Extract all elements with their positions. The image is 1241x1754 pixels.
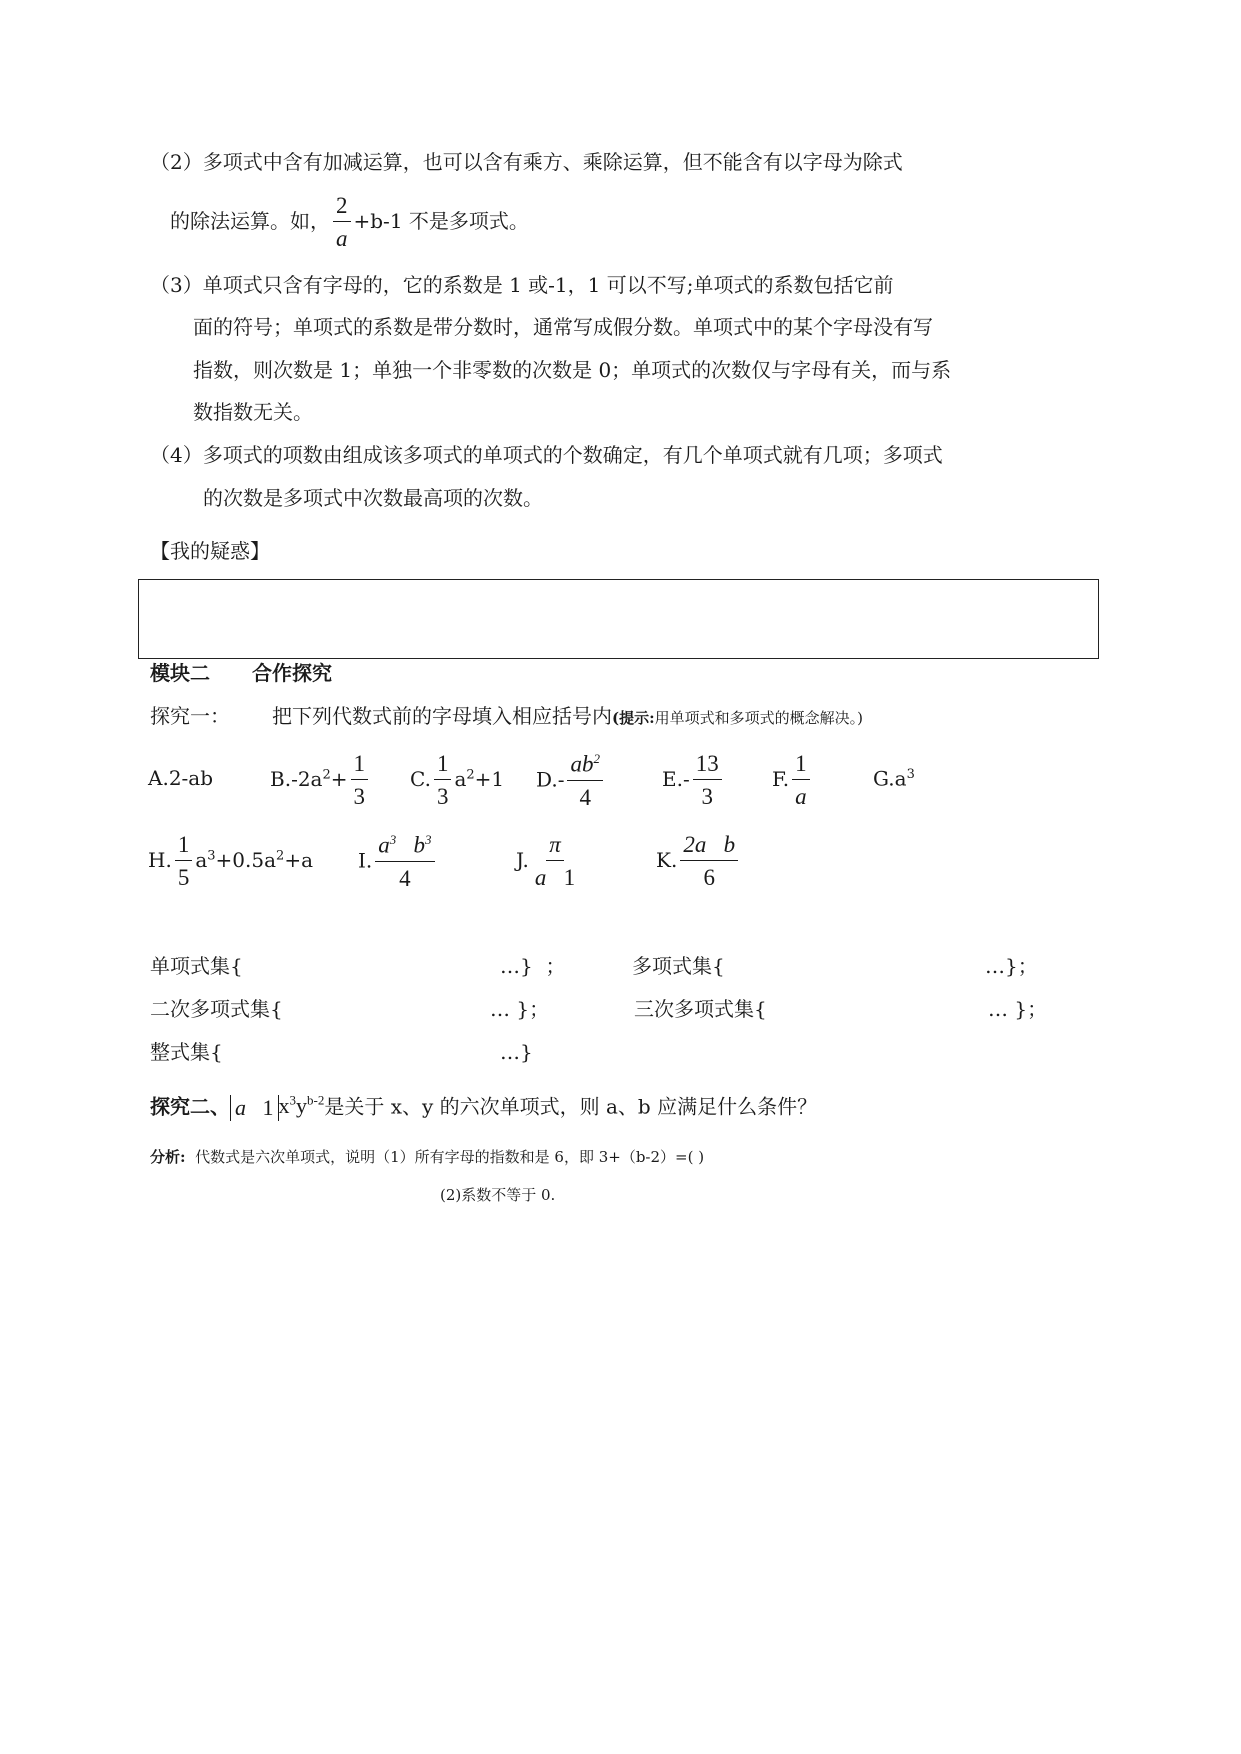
- set-quadratic: 二次多项式集{: [150, 997, 283, 1021]
- para-4-line-1: （4）多项式的项数由组成该多项式的单项式的个数确定，有几个单项式就有几项；多项式: [150, 443, 943, 467]
- item-j-den-a: a: [534, 865, 547, 891]
- item-d-den: 4: [579, 784, 591, 810]
- item-k-num: [680, 833, 738, 861]
- item-h-post: a: [195, 848, 208, 873]
- item-c-num: 1: [434, 752, 452, 780]
- item-d-num-sup: 2: [593, 751, 600, 766]
- explore-1-text: 把下列代数式前的字母填入相应括号内: [272, 704, 612, 728]
- hint-text: 用单项式和多项式的概念解决。): [654, 709, 863, 727]
- item-c-tail: +1: [474, 767, 505, 792]
- fraction-2-over-a: [333, 194, 351, 251]
- explore-2-label: 探究二、: [150, 1094, 230, 1119]
- item-b-pre: -2a: [291, 767, 323, 792]
- item-c: [410, 752, 504, 809]
- item-j-fraction: [532, 833, 578, 890]
- item-j-den: [532, 861, 578, 890]
- item-a: [148, 768, 213, 788]
- item-e: [662, 752, 725, 809]
- var-y-sup: b-2: [307, 1093, 325, 1108]
- module-2-label: 模块二: [150, 661, 210, 685]
- item-i-fraction: [375, 833, 434, 891]
- set-monomial-sep: ；: [545, 954, 566, 978]
- set-monomial: [150, 956, 243, 976]
- item-i-sup-b: 3: [425, 832, 432, 847]
- analysis-text-1: 代数式是六次单项式，说明（1）所有字母的指数和是 6，即 3+（b-2）=( ): [195, 1148, 705, 1166]
- para-2-line-2-pre: 的除法运算。如，: [170, 209, 330, 234]
- item-d-num-base: ab: [570, 751, 594, 777]
- absolute-value-expression: [230, 1095, 279, 1121]
- fraction-numerator: 2: [333, 194, 351, 222]
- item-h-tail2: +a: [284, 848, 313, 873]
- item-k-fraction: [680, 833, 738, 890]
- item-a-label: A.: [148, 766, 169, 790]
- item-i-num-a: a: [378, 832, 390, 858]
- doubt-title: 【我的疑惑】: [150, 539, 270, 563]
- item-h-den: 5: [177, 865, 190, 891]
- set-monomial-end-text: …}: [500, 954, 533, 978]
- set-integral-end: …}: [500, 1040, 533, 1064]
- para-2-line-2-post: +b-1 不是多项式。: [353, 209, 529, 234]
- item-c-den: 3: [436, 784, 449, 810]
- var-x: x: [278, 1093, 290, 1119]
- item-i-den: 4: [399, 865, 411, 891]
- item-d: [536, 752, 606, 810]
- item-k-label: K.: [656, 848, 678, 873]
- hint-label: (提示:: [612, 709, 655, 727]
- analysis-line-2: (2)系数不等于 0.: [440, 1186, 556, 1204]
- analysis-label: 分析:: [150, 1148, 186, 1166]
- abs-b: 1: [262, 1094, 274, 1120]
- item-f-fraction: [792, 752, 810, 809]
- item-g-expr: a: [894, 766, 907, 791]
- var-y: y: [296, 1093, 307, 1119]
- para-2-line-2: [170, 194, 529, 251]
- item-d-sign: -: [557, 767, 565, 792]
- item-e-label: E.: [662, 767, 683, 792]
- item-k-num-a: 2a: [683, 832, 707, 857]
- para-3-line-2: 面的符号；单项式的系数是带分数时，通常写成假分数。单项式中的某个字母没有写: [193, 315, 933, 339]
- para-3-line-4: 数指数无关。: [193, 400, 313, 424]
- item-g-sup: 3: [906, 767, 915, 782]
- item-h: [148, 833, 313, 890]
- set-integral: 整式集{: [150, 1040, 223, 1064]
- item-h-fraction: [175, 833, 193, 890]
- set-monomial-label: 单项式集{: [150, 954, 243, 978]
- set-monomial-end: [500, 956, 565, 976]
- item-h-label: H.: [148, 848, 172, 873]
- item-f-den: a: [795, 784, 807, 810]
- item-j-den-b: 1: [563, 865, 576, 891]
- abs-a: a: [235, 1094, 246, 1120]
- set-cubic-end: … }；: [988, 997, 1048, 1021]
- item-d-fraction: [567, 752, 603, 810]
- item-b-mid: +: [330, 767, 348, 792]
- item-k-den: 6: [703, 865, 715, 891]
- item-g-label: G.: [873, 766, 895, 791]
- item-d-label: D.: [536, 767, 558, 792]
- explore-1-label: 探究一：: [150, 704, 230, 728]
- set-quadratic-end: … }；: [490, 997, 550, 1021]
- item-b: [270, 752, 371, 809]
- item-i-sup-a: 3: [389, 832, 397, 847]
- module-2-heading: [150, 663, 332, 683]
- item-b-num: 1: [351, 752, 369, 780]
- item-j: [516, 833, 581, 890]
- item-e-sign: -: [682, 767, 690, 792]
- var-x-sup: 3: [289, 1093, 296, 1108]
- item-d-num: [567, 752, 603, 781]
- item-c-post: a: [454, 767, 467, 792]
- item-f-num: 1: [792, 752, 810, 780]
- item-c-label: C.: [410, 767, 431, 792]
- item-j-label: J.: [516, 848, 529, 873]
- item-e-fraction: [693, 752, 722, 809]
- fraction-denominator: a: [336, 226, 348, 252]
- para-2-line-1: （2）多项式中含有加减运算，也可以含有乘方、乘除运算，但不能含有以字母为除式: [150, 150, 903, 174]
- para-3-line-1: （3）单项式只含有字母的，它的系数是 1 或-1，1 可以不写;单项式的系数包括它前: [150, 273, 894, 297]
- item-i-label: I.: [358, 848, 373, 873]
- item-b-sup: 2: [322, 767, 331, 783]
- item-i-num-b: b: [413, 832, 426, 858]
- set-polynomial: 多项式集{: [632, 954, 725, 978]
- item-g: [873, 768, 915, 789]
- item-e-den: 3: [701, 784, 713, 810]
- analysis-line-1: [150, 1150, 704, 1165]
- item-b-den: 3: [353, 784, 366, 810]
- item-i-num: [375, 833, 434, 862]
- item-c-sup: 2: [466, 767, 475, 783]
- item-h-sup: 3: [207, 848, 216, 864]
- explore-2-text: 是关于 x、y 的六次单项式，则 a、b 应满足什么条件？: [324, 1094, 818, 1119]
- item-a-expr: 2-ab: [168, 766, 214, 790]
- item-k-num-b: b: [723, 832, 736, 857]
- item-e-num: 13: [693, 752, 722, 780]
- item-h-tail: +0.5a: [215, 848, 277, 873]
- item-b-label: B.: [270, 767, 292, 792]
- item-k: [656, 833, 741, 890]
- item-b-fraction: [351, 752, 369, 809]
- para-3-line-3: 指数，则次数是 1；单独一个非零数的次数是 0；单项式的次数仅与字母有关，而与系: [193, 358, 952, 382]
- set-polynomial-end: …}；: [985, 954, 1038, 978]
- item-j-num: π: [546, 833, 564, 861]
- item-h-sup2: 2: [276, 848, 285, 864]
- module-2-title: 合作探究: [252, 661, 332, 685]
- item-i: [358, 833, 438, 891]
- item-f: [772, 752, 813, 809]
- explore-2-line: [150, 1094, 817, 1121]
- para-4-line-2: 的次数是多项式中次数最高项的次数。: [203, 486, 543, 510]
- item-h-num: 1: [175, 833, 193, 861]
- doubt-answer-box[interactable]: [138, 579, 1099, 659]
- explore-1-line: [150, 706, 863, 726]
- monomial-xy: [279, 1093, 325, 1118]
- item-f-label: F.: [772, 767, 790, 792]
- item-c-fraction: [434, 752, 452, 809]
- set-cubic: 三次多项式集{: [634, 997, 767, 1021]
